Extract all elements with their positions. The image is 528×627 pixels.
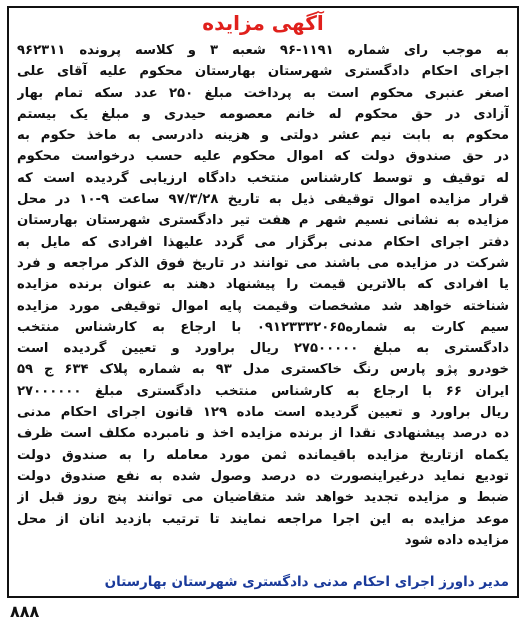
notice-line: دفتر اجرای احکام مدنی برگزار می گردد علیهذا افرادی که مایل به bbox=[17, 234, 509, 250]
notice-line: محکوم به بابت نیم عشر دولتی و هزینه دادرسی به ماخذ حکوم به bbox=[17, 128, 509, 144]
notice-line: یکماه ازتاریخ مزایده باقیمانده ثمن مورد معامله را به صندوق دولت bbox=[17, 447, 509, 463]
notice-line: ایران ۶۶ با ارجاع به کارشناس منتخب دادگستری مبلغ ۲۷۰۰۰۰۰۰ bbox=[17, 383, 509, 399]
notice-body bbox=[17, 40, 509, 551]
notice-line: اصغر عنبری محکوم است به پرداخت مبلغ ۲۵۰ عدد سکه تمام بهار bbox=[17, 85, 509, 101]
notice-line: مزایده داده شود bbox=[404, 532, 509, 548]
notice-line: یا افرادی که بالاترین قیمت را پیشنهاد دهند به عنوان برنده مزایده bbox=[17, 277, 509, 293]
notice-line: ده درصد پیشنهادی نقدا از برنده مزایده اخذ و نامبرده مکلف است ظرف bbox=[17, 426, 509, 442]
notice-line: شرکت در مزایده می باشند می توانند در تاریخ فوق الذکر مراجعه و فرد bbox=[17, 255, 509, 271]
notice-line: شناخته خواهد شد مشخصات وقیمت پایه اموال توقیفی مورد مزایده bbox=[17, 298, 509, 314]
notice-code: ۸۸۸ bbox=[10, 602, 40, 621]
notice-frame bbox=[7, 6, 519, 598]
notice-line: آزادی در حق محکوم له خانم معصومه حیدری و مبلغ یک بیستم bbox=[17, 106, 509, 122]
notice-line: خودرو پژو پارس رنگ خاکستری مدل ۹۳ به شماره پلاک ۶۳۴ ج ۵۹ bbox=[17, 362, 509, 378]
notice-line: تودیع نماید درغیراینصورت ده درصد وصول شده به نفع صندوق دولت bbox=[17, 468, 509, 484]
notice-line: ریال براورد و تعیین گردیده است ماده ۱۲۹ قانون اجرای احکام مدنی bbox=[17, 405, 509, 421]
notice-line: سیم کارت به شماره۰۹۱۲۳۳۳۲۰۶۵ با ارجاع به کارشناس منتخب bbox=[17, 319, 509, 335]
notice-line: دادگستری به مبلغ ۲۷۵۰۰۰۰۰ ریال براورد و تعیین گردیده است bbox=[17, 341, 509, 357]
notice-title: آگهی مزایده bbox=[202, 11, 324, 35]
notice-line: له توقیف و توسط کارشناس منتخب دادگاه ارزیابی گردیده است که bbox=[17, 170, 509, 186]
notice-signature: مدیر داورز اجرای احکام مدنی دادگستری شهرستان بهارستان bbox=[104, 574, 509, 590]
notice-line: موعد مزایده به این اجرا مراجعه نمایند تا ترتیب بازدید انان از محل bbox=[17, 511, 509, 527]
notice-line: اجرای احکام دادگستری شهرستان بهارستان محکوم علیه آقای علی bbox=[17, 64, 509, 80]
notice-line: در حق صندوق دولت که اموال محکوم علیه حسب درخواست محکوم bbox=[17, 149, 509, 165]
notice-line: ضبط و مزایده تجدید خواهد شد متقاضیان می توانند پنج روز قبل از bbox=[17, 490, 509, 506]
notice-line: قرار مزایده اموال توقیفی ذیل به تاریخ ۹۷/۳/۲۸ ساعت ۹-۱۰ در محل bbox=[17, 192, 509, 208]
notice-line: به موجب رای شماره ۱۱۹۱-۹۶ شعبه ۳ و کلاسه پرونده ۹۶۲۳۱۱ bbox=[17, 43, 509, 58]
notice-line: مزایده به نشانی نسیم شهر م هفت تیر دادگستری شهرستان بهارستان bbox=[17, 213, 509, 229]
